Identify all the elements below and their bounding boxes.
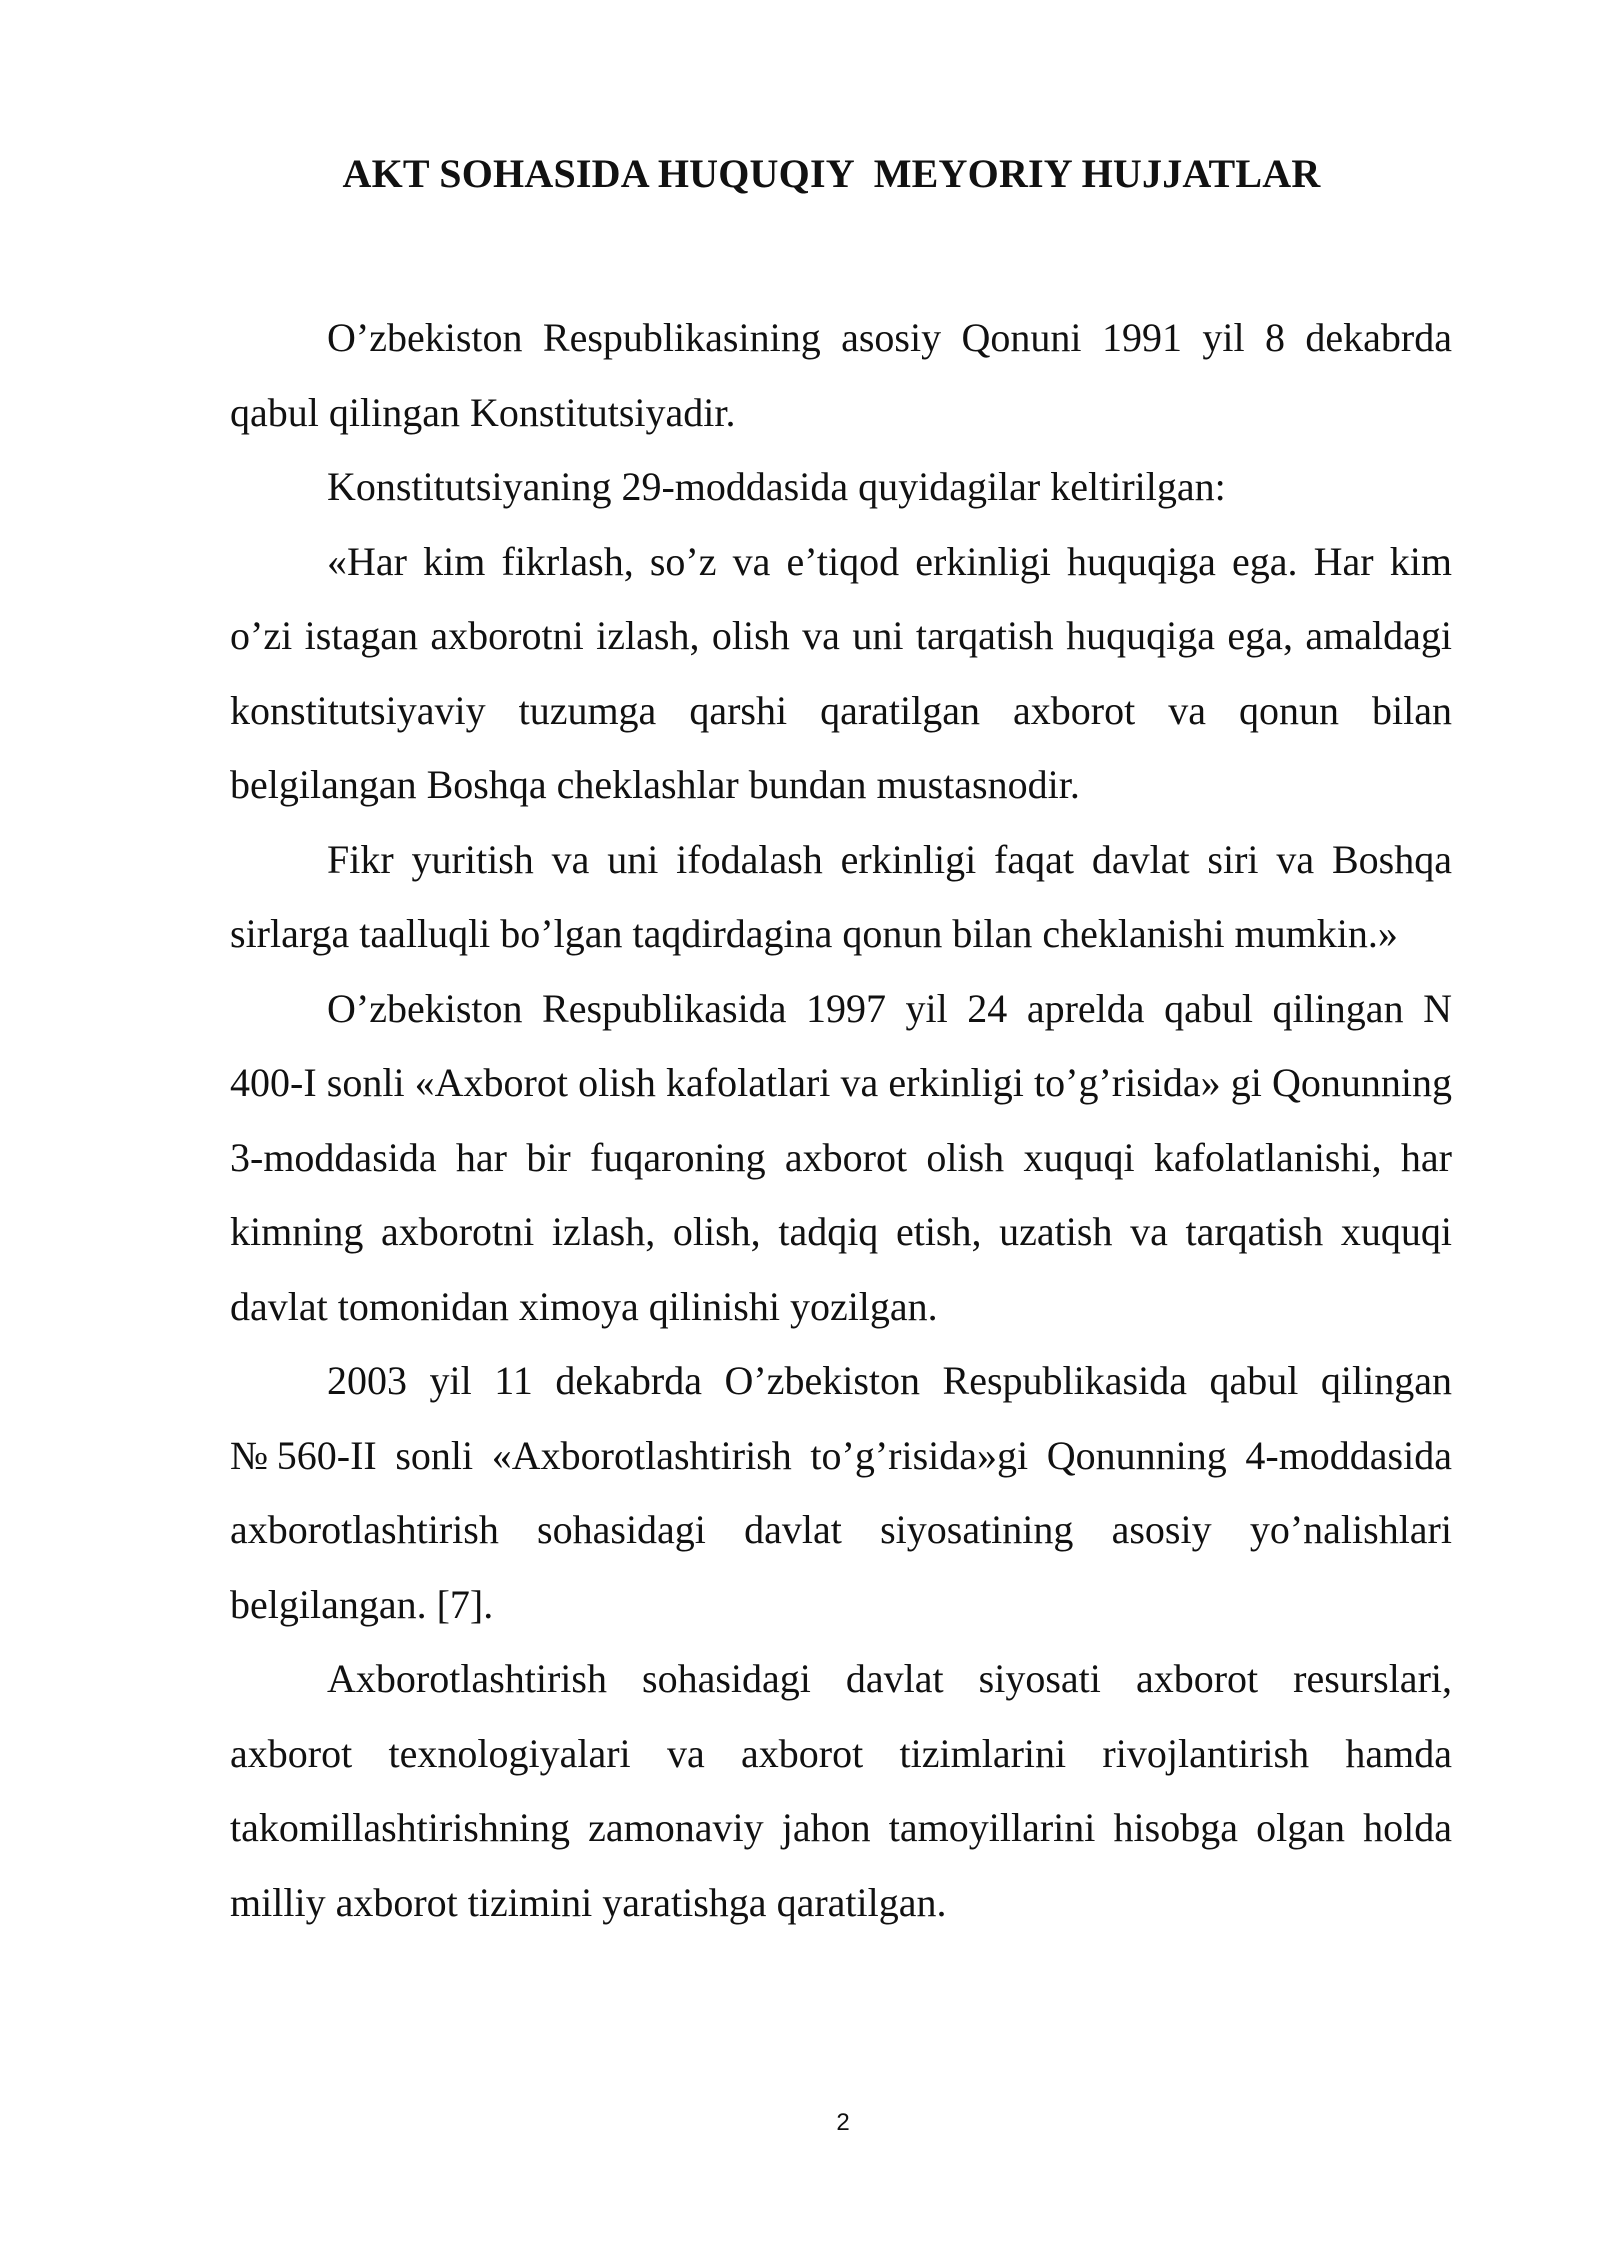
paragraph-law-1997: O’zbekiston Respublikasida 1997 yil 24 aprelda qabul qilingan N 400-I sonli «Axborot olish kafolatlari va erkinligi to’g’risida» gi Qonunning 3-moddasida har bir fuqaroning axborot olish xuquqi kafolatlanishi, har kimning axborotni izlash, olish, tadqiq etish, uzatish va tarqatish xuquqi davlat tomonidan ximoya qilinishi yozilgan. (230, 985, 1452, 1329)
paragraph-constitution-adoption: O’zbekiston Respublikasining asosiy Qonuni 1991 yil 8 dekabrda qabul qilingan Konstitutsiyadir. (230, 315, 1452, 435)
document-body (230, 301, 1452, 1940)
paragraph-state-policy: Axborotlashtirish sohasidagi davlat siyosati axborot resurslari, axborot texnologiyalari va axborot tizimlarini rivojlantirish hamda takomillashtirishning zamonaviy jahon tamoyillarini hisobga olgan holda milliy axborot tizimini yaratishga qaratilgan. (230, 1656, 1452, 1925)
paragraph-article-29-intro: Konstitutsiyaning 29-moddasida quyidagilar keltirilgan: (327, 464, 1226, 509)
paragraph-article-29-quote-continued: Fikr yuritish va uni ifodalash erkinligi faqat davlat siri va Boshqa sirlarga taalluqli bo’lgan taqdirdagina qonun bilan cheklanishi mumkin.» (230, 836, 1452, 956)
page-number: 2 (836, 2109, 850, 2136)
document-title: AKT SOHASIDA HUQUQIY MEYORIY HUJJATLAR (342, 151, 1321, 196)
paragraph-law-2003: 2003 yil 11 dekabrda O’zbekiston Respublikasida qabul qilingan №560-II sonli «Axborotlashtirish to’g’risida»gi Qonunning 4-moddasida axborotlashtirish sohasidagi davlat siyosatining asosiy yo’nalishlari belgilangan. [7]. (230, 1358, 1452, 1627)
paragraph-article-29-quote: «Har kim fikrlash, so’z va e’tiqod erkinligi huquqiga ega. Har kim o’zi istagan axborotni izlash, olish va uni tarqatish huquqiga ega, amaldagi konstitutsiyaviy tuzumga qarshi qaratilgan axborot va qonun bilan belgilangan Boshqa cheklashlar bundan mustasnodir. (230, 538, 1452, 807)
